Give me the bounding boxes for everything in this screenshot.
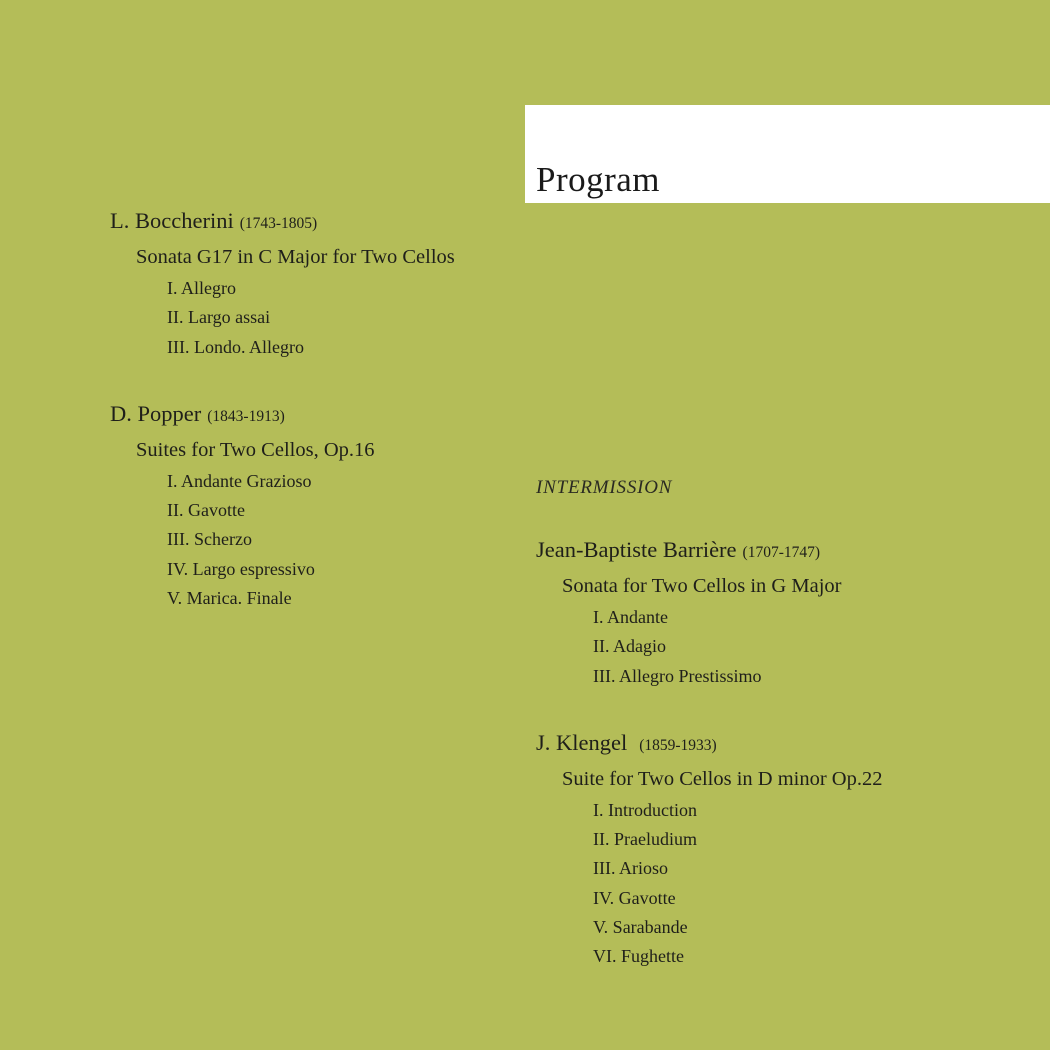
piece-title: Sonata for Two Cellos in G Major <box>562 575 842 597</box>
composer-name: D. Popper <box>110 400 202 426</box>
page-title: Program <box>536 160 661 199</box>
composer-dates: (1743-1805) <box>239 215 318 232</box>
composer-name: Jean-Baptiste Barrière <box>536 537 737 562</box>
composer-line <box>110 398 455 433</box>
work-boccherini <box>110 205 455 362</box>
movement-item: II. Adagio <box>593 636 666 657</box>
composer-dates: (1843-1913) <box>207 407 285 425</box>
left-column <box>110 205 455 649</box>
piece-title: Suites for Two Cellos, Op.16 <box>136 438 375 461</box>
movement-item: IV. Largo espressivo <box>167 558 315 579</box>
movement-item: I. Introduction <box>593 799 697 820</box>
work-popper <box>110 398 455 613</box>
piece-title: Suite for Two Cellos in D minor Op.22 <box>562 767 883 790</box>
movement-item: IV. Gavotte <box>593 887 676 908</box>
movement-item: II. Gavotte <box>167 500 245 521</box>
movement-item: VI. Fughette <box>593 946 684 967</box>
composer-dates: (1707-1747) <box>742 544 821 561</box>
piece-title: Sonata G17 in C Major for Two Cellos <box>136 246 455 268</box>
movement-item: I. Andante Grazioso <box>167 470 312 491</box>
intermission-label: INTERMISSION <box>536 477 673 498</box>
composer-line <box>536 727 882 762</box>
composer-dates: (1859-1933) <box>639 736 717 754</box>
right-column <box>536 474 882 1008</box>
movement-item: I. Andante <box>593 607 668 627</box>
movement-list <box>593 796 882 972</box>
movement-item: V. Marica. Finale <box>167 588 292 609</box>
work-klengel <box>536 727 882 972</box>
composer-line <box>110 205 455 240</box>
work-barriere <box>536 534 882 691</box>
composer-line <box>536 534 882 569</box>
movement-item: II. Largo assai <box>167 307 271 328</box>
movement-item: V. Sarabande <box>593 917 688 938</box>
title-band <box>525 105 1050 203</box>
movement-item: II. Praeludium <box>593 829 697 850</box>
movement-item: III. Arioso <box>593 858 668 879</box>
composer-name: J. Klengel <box>536 729 628 755</box>
movement-list <box>593 603 882 691</box>
movement-list <box>167 274 455 362</box>
composer-name: L. Boccherini <box>110 208 234 233</box>
movement-item: III. Scherzo <box>167 529 252 550</box>
movement-item: I. Allegro <box>167 278 236 298</box>
movement-item: III. Londo. Allegro <box>167 336 304 357</box>
movement-item: III. Allegro Prestissimo <box>593 665 762 686</box>
movement-list <box>167 467 455 613</box>
